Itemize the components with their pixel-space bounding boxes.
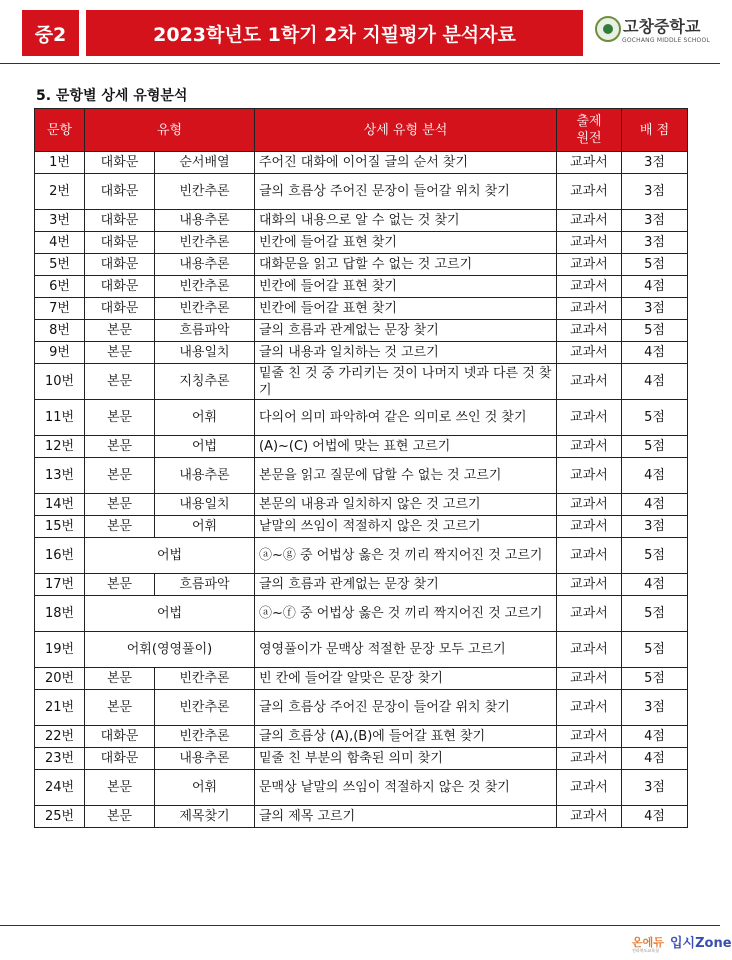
- cell-detail: ⓐ~ⓖ 중 어법상 옳은 것 끼리 짝지어진 것 고르기: [255, 538, 557, 574]
- cell-category: 대화문: [85, 210, 155, 232]
- cell-detail: 글의 내용과 일치하는 것 고르기: [255, 342, 557, 364]
- table-row: [35, 436, 688, 458]
- cell-source: 교과서: [557, 458, 622, 494]
- cell-number: 8번: [35, 320, 85, 342]
- cell-category: 본문: [85, 342, 155, 364]
- school-name: 고창중학교: [623, 17, 701, 36]
- table-row: [35, 254, 688, 276]
- cell-detail: 본문의 내용과 일치하지 않은 것 고르기: [255, 494, 557, 516]
- table-row: [35, 298, 688, 320]
- table-row: [35, 232, 688, 254]
- cell-category: 본문: [85, 770, 155, 806]
- cell-subtype: 내용일치: [155, 494, 255, 516]
- cell-category: 본문: [85, 516, 155, 538]
- cell-detail: 낱말의 쓰임이 적절하지 않은 것 고르기: [255, 516, 557, 538]
- cell-detail: ⓐ~ⓕ 중 어법상 옳은 것 끼리 짝지어진 것 고르기: [255, 596, 557, 632]
- cell-number: 13번: [35, 458, 85, 494]
- table-header-row: [35, 109, 688, 152]
- cell-points: 3점: [622, 298, 688, 320]
- cell-points: 5점: [622, 632, 688, 668]
- cell-subtype: 빈칸추론: [155, 298, 255, 320]
- table-row: [35, 516, 688, 538]
- cell-number: 12번: [35, 436, 85, 458]
- cell-number: 11번: [35, 400, 85, 436]
- cell-category: 본문: [85, 400, 155, 436]
- cell-source: 교과서: [557, 342, 622, 364]
- table-row: [35, 458, 688, 494]
- cell-source: 교과서: [557, 516, 622, 538]
- footer-logo: [632, 932, 732, 956]
- cell-subtype: 빈칸추론: [155, 174, 255, 210]
- cell-number: 18번: [35, 596, 85, 632]
- cell-source: 교과서: [557, 726, 622, 748]
- table-row: [35, 690, 688, 726]
- cell-detail: 밑줄 친 부분의 함축된 의미 찾기: [255, 748, 557, 770]
- cell-detail: 영영풀이가 문맥상 적절한 문장 모두 고르기: [255, 632, 557, 668]
- table-row: [35, 174, 688, 210]
- cell-number: 10번: [35, 364, 85, 400]
- cell-number: 1번: [35, 152, 85, 174]
- footer-divider: [0, 925, 720, 926]
- cell-points: 4점: [622, 806, 688, 828]
- cell-points: 5점: [622, 320, 688, 342]
- cell-type-merged: 어법: [85, 538, 255, 574]
- cell-source: 교과서: [557, 690, 622, 726]
- cell-subtype: 흐름파악: [155, 574, 255, 596]
- cell-source: 교과서: [557, 254, 622, 276]
- cell-detail: 대화문을 읽고 답할 수 없는 것 고르기: [255, 254, 557, 276]
- table-row: [35, 538, 688, 574]
- cell-points: 5점: [622, 400, 688, 436]
- table-row: [35, 806, 688, 828]
- cell-points: 4점: [622, 726, 688, 748]
- cell-points: 3점: [622, 516, 688, 538]
- cell-number: 2번: [35, 174, 85, 210]
- cell-number: 17번: [35, 574, 85, 596]
- cell-detail: 주어진 대화에 이어질 글의 순서 찾기: [255, 152, 557, 174]
- cell-detail: 빈칸에 들어갈 표현 찾기: [255, 232, 557, 254]
- cell-source: 교과서: [557, 400, 622, 436]
- school-logo: [595, 14, 713, 52]
- cell-number: 23번: [35, 748, 85, 770]
- cell-points: 4점: [622, 458, 688, 494]
- cell-subtype: 순서배열: [155, 152, 255, 174]
- cell-category: 대화문: [85, 254, 155, 276]
- cell-number: 5번: [35, 254, 85, 276]
- cell-category: 대화문: [85, 726, 155, 748]
- cell-subtype: 내용추론: [155, 458, 255, 494]
- cell-detail: 글의 흐름과 관계없는 문장 찾기: [255, 320, 557, 342]
- cell-detail: 글의 흐름과 관계없는 문장 찾기: [255, 574, 557, 596]
- cell-source: 교과서: [557, 494, 622, 516]
- table-body: [35, 152, 688, 828]
- cell-points: 3점: [622, 690, 688, 726]
- cell-detail: 본문을 읽고 질문에 답할 수 없는 것 고르기: [255, 458, 557, 494]
- table-row: [35, 748, 688, 770]
- cell-number: 19번: [35, 632, 85, 668]
- cell-detail: 빈칸에 들어갈 표현 찾기: [255, 276, 557, 298]
- cell-detail: 글의 흐름상 (A),(B)에 들어갈 표현 찾기: [255, 726, 557, 748]
- header-type: 유형: [85, 109, 255, 152]
- cell-number: 20번: [35, 668, 85, 690]
- cell-subtype: 어법: [155, 436, 255, 458]
- cell-category: 대화문: [85, 748, 155, 770]
- cell-category: 본문: [85, 668, 155, 690]
- footer-logo-left: 온에듀: [632, 936, 664, 949]
- table-row: [35, 342, 688, 364]
- cell-source: 교과서: [557, 574, 622, 596]
- cell-number: 6번: [35, 276, 85, 298]
- cell-subtype: 빈칸추론: [155, 232, 255, 254]
- cell-category: 본문: [85, 806, 155, 828]
- cell-number: 4번: [35, 232, 85, 254]
- cell-category: 본문: [85, 436, 155, 458]
- cell-points: 3점: [622, 210, 688, 232]
- cell-source: 교과서: [557, 364, 622, 400]
- cell-source: 교과서: [557, 668, 622, 690]
- cell-points: 3점: [622, 232, 688, 254]
- table-row: [35, 152, 688, 174]
- cell-category: 본문: [85, 320, 155, 342]
- cell-points: 4점: [622, 342, 688, 364]
- cell-subtype: 빈칸추론: [155, 690, 255, 726]
- cell-number: 16번: [35, 538, 85, 574]
- cell-detail: 글의 흐름상 주어진 문장이 들어갈 위치 찾기: [255, 174, 557, 210]
- cell-points: 4점: [622, 494, 688, 516]
- cell-number: 15번: [35, 516, 85, 538]
- cell-category: 본문: [85, 574, 155, 596]
- cell-source: 교과서: [557, 276, 622, 298]
- cell-type-merged: 어휘(영영풀이): [85, 632, 255, 668]
- cell-source: 교과서: [557, 320, 622, 342]
- cell-category: 대화문: [85, 298, 155, 320]
- header-detail: 상세 유형 분석: [255, 109, 557, 152]
- cell-number: 3번: [35, 210, 85, 232]
- grade-badge: 중2: [22, 10, 79, 56]
- cell-category: 대화문: [85, 276, 155, 298]
- table-row: [35, 632, 688, 668]
- cell-category: 본문: [85, 458, 155, 494]
- table-row: [35, 276, 688, 298]
- cell-subtype: 빈칸추론: [155, 276, 255, 298]
- header-band: [0, 10, 583, 56]
- cell-source: 교과서: [557, 436, 622, 458]
- cell-source: 교과서: [557, 596, 622, 632]
- table-row: [35, 668, 688, 690]
- table-row: [35, 400, 688, 436]
- table-row: [35, 364, 688, 400]
- cell-points: 5점: [622, 254, 688, 276]
- table-row: [35, 574, 688, 596]
- cell-detail: 대화의 내용으로 알 수 없는 것 찾기: [255, 210, 557, 232]
- cell-detail: 글의 흐름상 주어진 문장이 들어갈 위치 찾기: [255, 690, 557, 726]
- cell-number: 25번: [35, 806, 85, 828]
- cell-detail: 빈 칸에 들어갈 알맞은 문장 찾기: [255, 668, 557, 690]
- cell-category: 본문: [85, 494, 155, 516]
- cell-category: 대화문: [85, 152, 155, 174]
- cell-points: 4점: [622, 748, 688, 770]
- analysis-table: [34, 108, 688, 828]
- cell-category: 대화문: [85, 174, 155, 210]
- cell-source: 교과서: [557, 210, 622, 232]
- cell-points: 4점: [622, 276, 688, 298]
- cell-points: 5점: [622, 436, 688, 458]
- cell-detail: 밑줄 친 것 중 가리키는 것이 나머지 넷과 다른 것 찾기: [255, 364, 557, 400]
- cell-subtype: 어휘: [155, 770, 255, 806]
- cell-subtype: 지칭추론: [155, 364, 255, 400]
- cell-subtype: 내용추론: [155, 210, 255, 232]
- cell-source: 교과서: [557, 538, 622, 574]
- cell-type-merged: 어법: [85, 596, 255, 632]
- header-number: 문항: [35, 109, 85, 152]
- cell-points: 4점: [622, 364, 688, 400]
- cell-source: 교과서: [557, 152, 622, 174]
- school-emblem-icon: [595, 16, 621, 42]
- cell-subtype: 내용일치: [155, 342, 255, 364]
- cell-source: 교과서: [557, 770, 622, 806]
- header-divider: [0, 63, 720, 64]
- cell-number: 21번: [35, 690, 85, 726]
- cell-subtype: 내용추론: [155, 748, 255, 770]
- cell-subtype: 내용추론: [155, 254, 255, 276]
- cell-source: 교과서: [557, 632, 622, 668]
- cell-points: 4점: [622, 574, 688, 596]
- cell-source: 교과서: [557, 748, 622, 770]
- cell-subtype: 어휘: [155, 516, 255, 538]
- cell-number: 9번: [35, 342, 85, 364]
- cell-points: 5점: [622, 538, 688, 574]
- table-row: [35, 596, 688, 632]
- cell-category: 본문: [85, 690, 155, 726]
- table-row: [35, 320, 688, 342]
- cell-subtype: 빈칸추론: [155, 668, 255, 690]
- cell-number: 7번: [35, 298, 85, 320]
- header-points: 배 점: [622, 109, 688, 152]
- cell-points: 5점: [622, 596, 688, 632]
- cell-points: 5점: [622, 668, 688, 690]
- cell-detail: 문맥상 낱말의 쓰임이 적절하지 않은 것 찾기: [255, 770, 557, 806]
- school-name-en: GOCHANG MIDDLE SCHOOL: [622, 37, 710, 44]
- footer-logo-sub: 전라북도교육청: [632, 948, 660, 953]
- cell-subtype: 빈칸추론: [155, 726, 255, 748]
- cell-points: 3점: [622, 770, 688, 806]
- cell-subtype: 어휘: [155, 400, 255, 436]
- footer-logo-right: 입시Zone: [670, 936, 732, 951]
- section-title: 5. 문항별 상세 유형분석: [36, 88, 188, 104]
- cell-number: 22번: [35, 726, 85, 748]
- cell-number: 14번: [35, 494, 85, 516]
- header-source: 출제 원전: [557, 109, 622, 152]
- cell-points: 3점: [622, 152, 688, 174]
- cell-detail: 글의 제목 고르기: [255, 806, 557, 828]
- page-title: 2023학년도 1학기 2차 지필평가 분석자료: [86, 10, 583, 56]
- cell-number: 24번: [35, 770, 85, 806]
- cell-subtype: 제목찾기: [155, 806, 255, 828]
- cell-source: 교과서: [557, 298, 622, 320]
- table-row: [35, 210, 688, 232]
- cell-source: 교과서: [557, 232, 622, 254]
- cell-source: 교과서: [557, 806, 622, 828]
- cell-category: 본문: [85, 364, 155, 400]
- table-row: [35, 494, 688, 516]
- cell-category: 대화문: [85, 232, 155, 254]
- table-row: [35, 726, 688, 748]
- cell-detail: (A)~(C) 어법에 맞는 표현 고르기: [255, 436, 557, 458]
- cell-detail: 빈칸에 들어갈 표현 찾기: [255, 298, 557, 320]
- cell-subtype: 흐름파악: [155, 320, 255, 342]
- cell-source: 교과서: [557, 174, 622, 210]
- table-row: [35, 770, 688, 806]
- cell-detail: 다의어 의미 파악하여 같은 의미로 쓰인 것 찾기: [255, 400, 557, 436]
- cell-points: 3점: [622, 174, 688, 210]
